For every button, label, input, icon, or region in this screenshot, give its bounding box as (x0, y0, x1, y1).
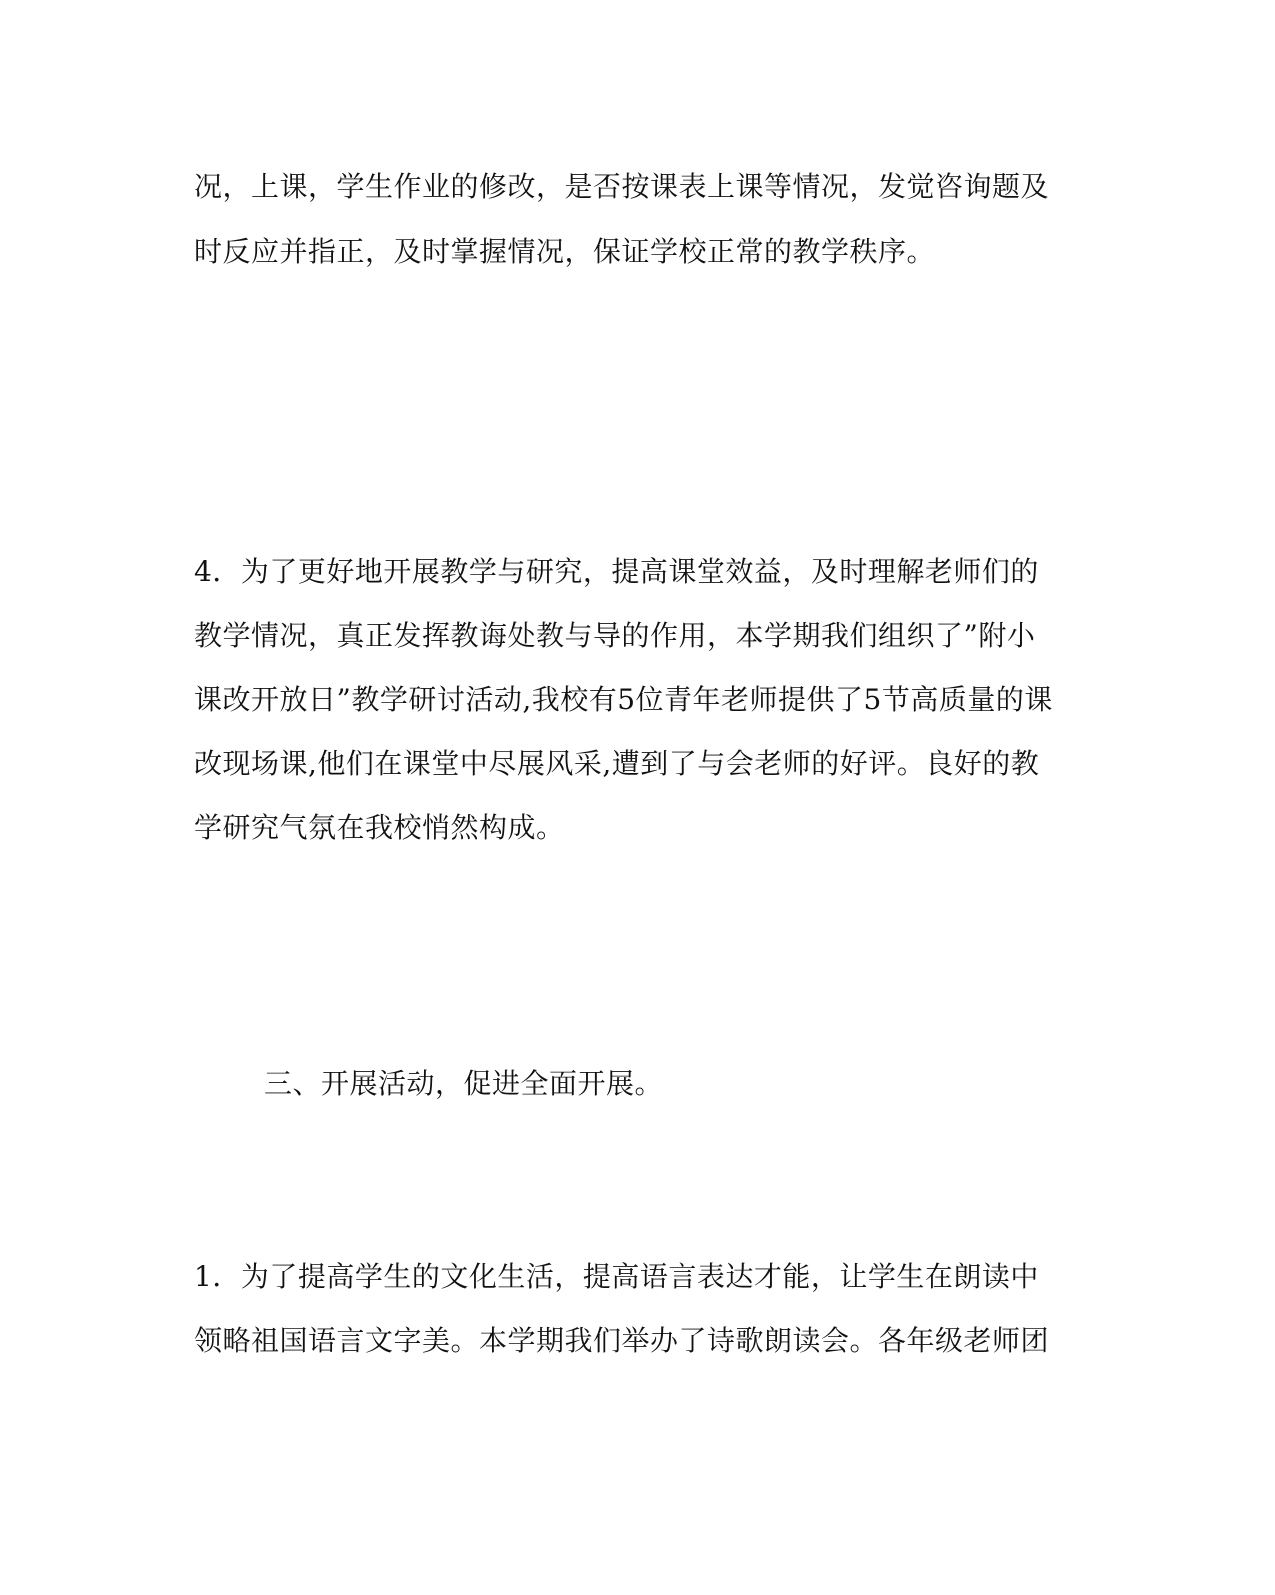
text-line: 时反应并指正，及时掌握情况，保证学校正常的教学秩序。 (194, 235, 936, 268)
text-line: 4．为了更好地开展教学与研究，提高课堂效益，及时理解老师们的 (194, 555, 1039, 588)
text-line: 学研究气氛在我校悄然构成。 (194, 811, 565, 844)
text-line: 改现场课,他们在课堂中尽展风采,遭到了与会老师的好评。良好的教 (194, 747, 1040, 780)
text-line: 1．为了提高学生的文化生活，提高语言表达才能，让学生在朗读中 (194, 1260, 1039, 1293)
text-line: 课改开放日”教学研讨活动,我校有5位青年老师提供了5节高质量的课 (194, 683, 1053, 716)
section-heading: 三、开展活动，促进全面开展。 (264, 1067, 664, 1100)
text-line: 领略祖国语言文字美。本学期我们举办了诗歌朗读会。各年级老师团 (194, 1324, 1050, 1357)
text-line: 教学情况，真正发挥教诲处教与导的作用，本学期我们组织了”附小 (194, 619, 1036, 652)
text-line: 况，上课，学生作业的修改，是否按课表上课等情况，发觉咨询题及 (194, 170, 1050, 203)
